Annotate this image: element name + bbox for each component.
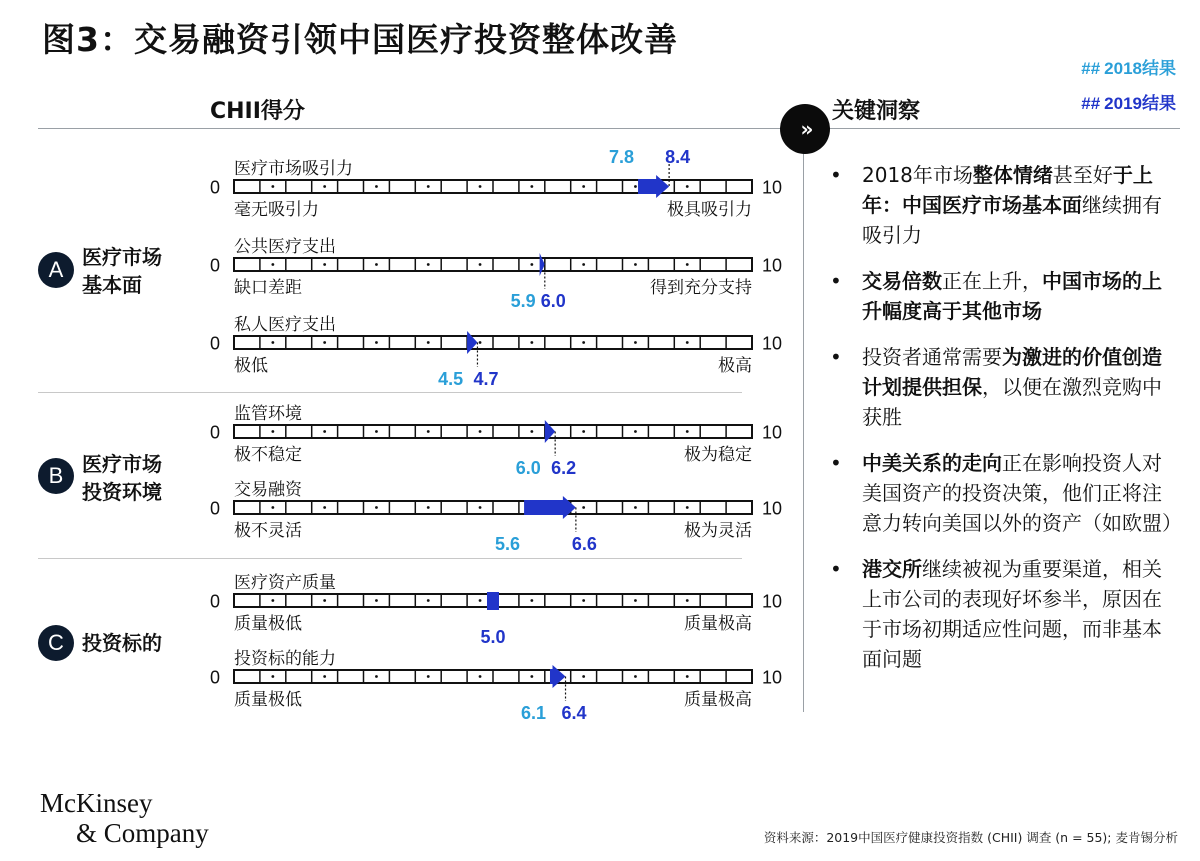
mckinsey-logo [40, 788, 209, 848]
metric-row [210, 480, 782, 554]
scale-dot [686, 341, 689, 344]
scale-dot [634, 506, 637, 509]
scale-left-label: 极不灵活 [234, 521, 302, 541]
scale-dot [375, 430, 378, 433]
insight-text: 甚至好 [1052, 163, 1113, 187]
insights-arrow-icon: » [780, 104, 830, 154]
scale-right-label: 极具吸引力 [667, 200, 752, 220]
scale-dot [634, 263, 637, 266]
metric-row [210, 315, 782, 389]
scale-dot [375, 185, 378, 188]
scale-dot [427, 341, 430, 344]
insight-text: 港交所 [862, 557, 922, 581]
scale-left-label: 毫无吸引力 [234, 200, 319, 220]
scale-min-label: 0 [210, 333, 221, 354]
scale-min-label: 0 [210, 422, 221, 443]
scale-left-label: 缺口差距 [234, 278, 302, 298]
value-2019: 6.4 [561, 703, 587, 720]
insights-list [830, 160, 1180, 690]
scale-dot [582, 506, 585, 509]
legend-2018-label: 2018结果 [1104, 59, 1176, 78]
scale-max-label: 10 [762, 422, 783, 443]
metric-row [210, 648, 782, 720]
insight-text: 继续拥有吸引力 [862, 193, 1162, 247]
scale-dot [530, 430, 533, 433]
scale-dot [323, 599, 326, 602]
section-b-badge: B [38, 458, 74, 494]
scale-dot [634, 599, 637, 602]
score-range-arrow [540, 253, 545, 276]
scale-dot [271, 599, 274, 602]
insight-text: 投资者通常需要 [862, 345, 1002, 369]
value-2019: 5.0 [480, 627, 506, 647]
scale-max-label: 10 [762, 177, 783, 198]
scale-dot [479, 430, 482, 433]
bullet-icon: • [830, 345, 842, 369]
value-2018: 6.0 [515, 458, 541, 478]
metric-name: 医疗市场吸引力 [234, 159, 353, 179]
metric-row [210, 573, 782, 647]
score-range-arrow [638, 175, 669, 198]
scale-dot [686, 599, 689, 602]
scale-dot [530, 675, 533, 678]
scale-dot [375, 675, 378, 678]
insight-text: 整体情绪 [972, 163, 1053, 187]
scale-right-label: 得到充分支持 [650, 278, 752, 298]
scale-dot [634, 341, 637, 344]
score-range-arrow [467, 331, 477, 354]
scale-dot [634, 675, 637, 678]
scale-dot [323, 506, 326, 509]
insight-item [830, 342, 1180, 432]
scale-dot [479, 675, 482, 678]
scale-dot [427, 599, 430, 602]
chii-score-header: CHII得分 [210, 99, 305, 124]
scale-dot [582, 675, 585, 678]
scale-dot [271, 675, 274, 678]
scale-dot [479, 506, 482, 509]
insight-item [830, 554, 1180, 674]
scale-right-label: 极为灵活 [684, 521, 752, 541]
section-b-label-line1: 医疗市场 [82, 452, 162, 476]
scale-dot [323, 185, 326, 188]
scale-dot [530, 599, 533, 602]
scale-min-label: 0 [210, 498, 221, 519]
metric-name: 公共医疗支出 [234, 237, 336, 257]
legend-2019 [1081, 89, 1176, 114]
metric-row [210, 237, 782, 311]
score-marker-2019 [487, 592, 499, 610]
insight-text: 于上年：中国医疗市场基本面 [862, 163, 1153, 217]
metric-row [210, 147, 782, 220]
scale-right-label: 极高 [718, 356, 752, 376]
scale-dot [427, 675, 430, 678]
legend-2019-label: 2019结果 [1104, 94, 1176, 113]
scale-right-label: 极为稳定 [684, 445, 752, 465]
key-insights-header: 关键洞察 [832, 99, 921, 124]
insight-text: 中美关系的走向 [862, 451, 1002, 475]
column-divider [803, 128, 804, 712]
legend-2019-hash: ## [1081, 94, 1101, 113]
scale-dot [479, 599, 482, 602]
insight-item [830, 160, 1180, 250]
insight-text: 为激进的价值创造计划提供担保 [862, 345, 1162, 399]
scale-dot [582, 341, 585, 344]
scale-dot [582, 263, 585, 266]
section-c-label-line1: 投资标的 [82, 631, 162, 655]
scale-dot [686, 430, 689, 433]
scale-min-label: 0 [210, 255, 221, 276]
value-2018: 7.8 [609, 147, 635, 167]
metric-row [210, 404, 782, 478]
value-2018: 6.1 [520, 703, 546, 720]
scale-min-label: 0 [210, 177, 221, 198]
scale-right-label: 质量极高 [684, 614, 752, 634]
metric-name: 私人医疗支出 [234, 315, 336, 335]
scale-left-label: 极低 [234, 356, 268, 376]
scale-dot [530, 341, 533, 344]
scale-dot [375, 263, 378, 266]
scale-dot [271, 430, 274, 433]
bullet-icon: • [830, 163, 842, 187]
scale-dot [271, 506, 274, 509]
scale-max-label: 10 [762, 667, 783, 688]
insight-text: 继续被视为重要渠道，相关上市公司的表现好坏参半，原因在于市场初期适应性问题，而非基本面问题 [862, 557, 1162, 671]
legend-2018 [1081, 54, 1176, 79]
scale-dot [686, 675, 689, 678]
scale-dot [427, 185, 430, 188]
scale-left-label: 质量极低 [234, 614, 302, 634]
logo-line2: & Company [76, 818, 209, 848]
value-2018: 5.9 [510, 291, 536, 311]
scale-dot [323, 263, 326, 266]
scale-dot [271, 263, 274, 266]
bullet-icon: • [830, 269, 842, 293]
scale-dot [271, 341, 274, 344]
scale-right-label: 质量极高 [684, 690, 752, 710]
section-a-badge: A [38, 252, 74, 288]
bullet-icon: • [830, 557, 842, 581]
scale-dot [582, 430, 585, 433]
value-2018: 5.6 [495, 534, 521, 554]
scale-dot [323, 430, 326, 433]
scale-dot [271, 185, 274, 188]
scale-dot [479, 263, 482, 266]
insight-text: ，以便在激烈竞购中获胜 [862, 375, 1162, 429]
scale-dot [530, 263, 533, 266]
section-b-label-line2: 投资环境 [82, 480, 162, 504]
value-2018: 4.5 [438, 369, 464, 389]
scale-dot [375, 341, 378, 344]
scale-max-label: 10 [762, 591, 783, 612]
scale-dot [375, 506, 378, 509]
scale-dot [582, 185, 585, 188]
legend-2018-hash: ## [1081, 59, 1101, 78]
scale-dot [323, 341, 326, 344]
insight-text: 交易倍数 [862, 269, 942, 293]
scale-dot [530, 185, 533, 188]
scale-dot [634, 430, 637, 433]
scale-dot [479, 341, 482, 344]
scale-dot [686, 506, 689, 509]
score-range-arrow [545, 420, 555, 443]
scale-left-label: 极不稳定 [234, 445, 302, 465]
metric-name: 交易融资 [234, 480, 302, 500]
scale-dot [479, 185, 482, 188]
insight-item [830, 266, 1180, 326]
logo-line1: McKinsey [40, 788, 153, 818]
insight-text: 正在影响投资人对美国资产的投资决策，他们正将注意力转向美国以外的资产（如欧盟） [862, 451, 1182, 535]
score-range-arrow [550, 665, 566, 688]
insight-text: 2018年市场 [862, 163, 973, 187]
metric-name: 监管环境 [234, 404, 302, 424]
value-2019: 6.2 [551, 458, 577, 478]
scale-dot [375, 599, 378, 602]
bullet-icon: • [830, 451, 842, 475]
value-2019: 8.4 [665, 147, 691, 167]
source-note: 资料来源：2019中国医疗健康投资指数 (CHII) 调查 (n = 55); 麦肯锡分析 [763, 830, 1178, 845]
metric-name: 医疗资产质量 [234, 573, 336, 593]
value-2019: 4.7 [473, 369, 499, 389]
insight-text: 中国市场的上升幅度高于其他市场 [862, 269, 1162, 323]
section-c-badge: C [38, 625, 74, 661]
scale-dot [427, 506, 430, 509]
insight-item [830, 448, 1180, 538]
scale-max-label: 10 [762, 498, 783, 519]
scale-max-label: 10 [762, 333, 783, 354]
insight-text: 正在上升， [942, 269, 1042, 293]
value-2019: 6.6 [571, 534, 597, 554]
scale-left-label: 质量极低 [234, 690, 302, 710]
section-a-label-line2: 基本面 [82, 273, 142, 297]
scale-dot [686, 185, 689, 188]
scale-min-label: 0 [210, 667, 221, 688]
scale-min-label: 0 [210, 591, 221, 612]
value-2019: 6.0 [540, 291, 566, 311]
scale-dot [634, 185, 637, 188]
scale-max-label: 10 [762, 255, 783, 276]
scale-dot [323, 675, 326, 678]
scale-dot [686, 263, 689, 266]
metric-name: 投资标的能力 [234, 649, 336, 669]
scale-dot [427, 263, 430, 266]
scale-dot [582, 599, 585, 602]
page-title: 图3：交易融资引领中国医疗投资整体改善 [42, 20, 678, 59]
scale-dot [427, 430, 430, 433]
score-range-arrow [524, 496, 576, 519]
section-a-label-line1: 医疗市场 [82, 245, 162, 269]
